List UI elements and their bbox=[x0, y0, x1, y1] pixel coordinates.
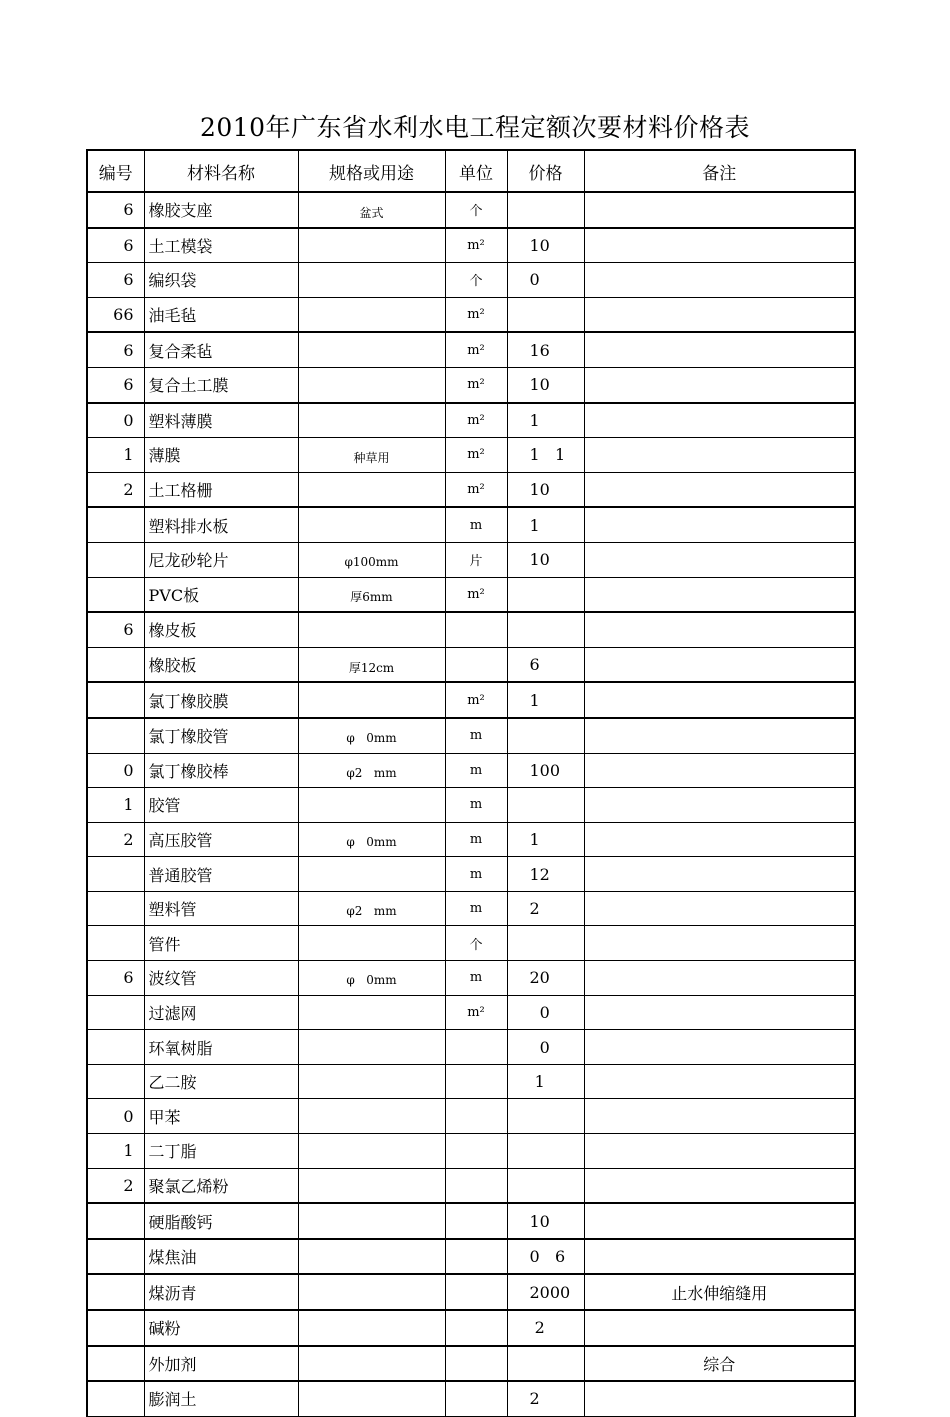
table-row bbox=[87, 1310, 855, 1346]
cell-spec: 厚12cm bbox=[298, 647, 445, 682]
cell-unit: m bbox=[445, 718, 507, 753]
cell-unit bbox=[445, 1346, 507, 1382]
cell-note: 综合 bbox=[584, 1346, 855, 1382]
table-row bbox=[87, 718, 855, 753]
table-row bbox=[87, 542, 855, 577]
table-row bbox=[87, 228, 855, 263]
cell-note bbox=[584, 995, 855, 1030]
cell-note bbox=[584, 228, 855, 263]
cell-spec: φ2 mm bbox=[298, 753, 445, 788]
cell-unit: m² bbox=[445, 995, 507, 1030]
cell-unit: 片 bbox=[445, 542, 507, 577]
cell-unit bbox=[445, 1310, 507, 1346]
cell-no bbox=[87, 542, 144, 577]
cell-price: 1 bbox=[507, 403, 584, 438]
cell-no: 2 bbox=[87, 822, 144, 857]
cell-spec bbox=[298, 612, 445, 647]
cell-unit bbox=[445, 1274, 507, 1310]
cell-unit: m² bbox=[445, 577, 507, 612]
cell-spec bbox=[298, 472, 445, 507]
cell-no bbox=[87, 857, 144, 892]
cell-no bbox=[87, 1203, 144, 1239]
cell-note bbox=[584, 1134, 855, 1169]
cell-unit: 个 bbox=[445, 263, 507, 298]
cell-unit bbox=[445, 1030, 507, 1065]
table-header-row bbox=[87, 150, 855, 192]
cell-price: 10 bbox=[507, 542, 584, 577]
cell-unit: m bbox=[445, 961, 507, 996]
cell-note bbox=[584, 1239, 855, 1275]
cell-spec bbox=[298, 788, 445, 823]
cell-unit bbox=[445, 1203, 507, 1239]
table-row bbox=[87, 1239, 855, 1275]
cell-note bbox=[584, 1381, 855, 1416]
table-row bbox=[87, 1274, 855, 1310]
cell-name: 硬脂酸钙 bbox=[144, 1203, 298, 1239]
cell-price bbox=[507, 926, 584, 961]
cell-price bbox=[507, 297, 584, 332]
table-row bbox=[87, 647, 855, 682]
cell-no: 6 bbox=[87, 612, 144, 647]
cell-name: 煤沥青 bbox=[144, 1274, 298, 1310]
cell-name: 塑料管 bbox=[144, 891, 298, 926]
cell-name: 复合柔毡 bbox=[144, 332, 298, 367]
table-row bbox=[87, 1381, 855, 1416]
cell-spec bbox=[298, 1381, 445, 1416]
cell-price: 10 bbox=[507, 228, 584, 263]
cell-note bbox=[584, 788, 855, 823]
cell-unit: m² bbox=[445, 682, 507, 718]
cell-note bbox=[584, 647, 855, 682]
cell-no: 6 bbox=[87, 228, 144, 263]
cell-unit: m² bbox=[445, 297, 507, 332]
cell-spec: φ 0mm bbox=[298, 961, 445, 996]
cell-no: 66 bbox=[87, 297, 144, 332]
cell-spec bbox=[298, 332, 445, 367]
cell-name: 高压胶管 bbox=[144, 822, 298, 857]
cell-name: 橡胶板 bbox=[144, 647, 298, 682]
cell-unit: m bbox=[445, 857, 507, 892]
cell-name: 膨润土 bbox=[144, 1381, 298, 1416]
cell-note bbox=[584, 1064, 855, 1099]
cell-unit bbox=[445, 1381, 507, 1416]
table-row bbox=[87, 507, 855, 542]
table-row bbox=[87, 612, 855, 647]
cell-unit: m² bbox=[445, 228, 507, 263]
cell-price: 10 bbox=[507, 367, 584, 402]
cell-price: 2 bbox=[507, 1310, 584, 1346]
cell-name: 氯丁橡胶膜 bbox=[144, 682, 298, 718]
column-header-price: 价格 bbox=[507, 150, 584, 192]
cell-no bbox=[87, 647, 144, 682]
cell-price bbox=[507, 1099, 584, 1134]
cell-spec bbox=[298, 263, 445, 298]
cell-price: 1 bbox=[507, 682, 584, 718]
cell-spec bbox=[298, 1239, 445, 1275]
cell-price: 1 bbox=[507, 1064, 584, 1099]
cell-price: 6 bbox=[507, 647, 584, 682]
cell-name: 过滤网 bbox=[144, 995, 298, 1030]
cell-spec bbox=[298, 1310, 445, 1346]
cell-no: 0 bbox=[87, 403, 144, 438]
cell-unit: 个 bbox=[445, 926, 507, 961]
cell-unit: m² bbox=[445, 472, 507, 507]
column-header-spec: 规格或用途 bbox=[298, 150, 445, 192]
cell-name: 土工格栅 bbox=[144, 472, 298, 507]
cell-note bbox=[584, 403, 855, 438]
table-row bbox=[87, 367, 855, 402]
cell-price bbox=[507, 718, 584, 753]
cell-note bbox=[584, 961, 855, 996]
table-row bbox=[87, 263, 855, 298]
cell-no bbox=[87, 926, 144, 961]
cell-price: 1 bbox=[507, 822, 584, 857]
cell-name: 塑料薄膜 bbox=[144, 403, 298, 438]
cell-price: 12 bbox=[507, 857, 584, 892]
cell-name: 橡胶支座 bbox=[144, 192, 298, 228]
cell-note bbox=[584, 857, 855, 892]
cell-price: 2 bbox=[507, 891, 584, 926]
cell-unit: m² bbox=[445, 403, 507, 438]
cell-note bbox=[584, 1203, 855, 1239]
cell-name: 聚氯乙烯粉 bbox=[144, 1168, 298, 1203]
cell-spec bbox=[298, 403, 445, 438]
cell-spec: φ 0mm bbox=[298, 718, 445, 753]
cell-no: 1 bbox=[87, 788, 144, 823]
cell-note bbox=[584, 718, 855, 753]
cell-name: 胶管 bbox=[144, 788, 298, 823]
cell-spec bbox=[298, 857, 445, 892]
table-row bbox=[87, 891, 855, 926]
table-row bbox=[87, 403, 855, 438]
cell-name: 薄膜 bbox=[144, 438, 298, 473]
cell-name: 二丁脂 bbox=[144, 1134, 298, 1169]
cell-price bbox=[507, 1134, 584, 1169]
cell-unit: m bbox=[445, 822, 507, 857]
cell-spec bbox=[298, 1274, 445, 1310]
cell-unit: m² bbox=[445, 332, 507, 367]
cell-name: 编织袋 bbox=[144, 263, 298, 298]
cell-name: 氯丁橡胶管 bbox=[144, 718, 298, 753]
cell-price: 0 bbox=[507, 1030, 584, 1065]
cell-no: 6 bbox=[87, 192, 144, 228]
cell-no bbox=[87, 1310, 144, 1346]
cell-no bbox=[87, 995, 144, 1030]
cell-spec: 厚6mm bbox=[298, 577, 445, 612]
cell-name: 管件 bbox=[144, 926, 298, 961]
materials-table bbox=[86, 149, 856, 1417]
cell-price: 100 bbox=[507, 753, 584, 788]
cell-no bbox=[87, 1239, 144, 1275]
cell-no: 2 bbox=[87, 1168, 144, 1203]
cell-spec bbox=[298, 507, 445, 542]
cell-note: 止水伸缩缝用 bbox=[584, 1274, 855, 1310]
cell-price: 0 6 bbox=[507, 1239, 584, 1275]
cell-no bbox=[87, 507, 144, 542]
table-row bbox=[87, 857, 855, 892]
cell-name: 环氧树脂 bbox=[144, 1030, 298, 1065]
cell-no bbox=[87, 1274, 144, 1310]
page-title: 2010年广东省水利水电工程定额次要材料价格表 bbox=[199, 113, 751, 142]
cell-spec bbox=[298, 228, 445, 263]
cell-note bbox=[584, 577, 855, 612]
table-row bbox=[87, 472, 855, 507]
cell-note bbox=[584, 1030, 855, 1065]
cell-unit bbox=[445, 1099, 507, 1134]
cell-no bbox=[87, 1064, 144, 1099]
cell-note bbox=[584, 542, 855, 577]
cell-note bbox=[584, 438, 855, 473]
cell-unit bbox=[445, 1239, 507, 1275]
cell-note bbox=[584, 612, 855, 647]
table-row bbox=[87, 1099, 855, 1134]
table-row bbox=[87, 926, 855, 961]
table-row bbox=[87, 297, 855, 332]
cell-no: 6 bbox=[87, 332, 144, 367]
cell-no bbox=[87, 577, 144, 612]
cell-no bbox=[87, 718, 144, 753]
cell-price bbox=[507, 612, 584, 647]
cell-name: 土工模袋 bbox=[144, 228, 298, 263]
cell-spec: 盆式 bbox=[298, 192, 445, 228]
column-header-no: 编号 bbox=[87, 150, 144, 192]
table-row bbox=[87, 1030, 855, 1065]
table-row bbox=[87, 822, 855, 857]
cell-note bbox=[584, 753, 855, 788]
cell-price bbox=[507, 1346, 584, 1382]
cell-unit: m bbox=[445, 753, 507, 788]
cell-no: 6 bbox=[87, 961, 144, 996]
cell-unit bbox=[445, 1134, 507, 1169]
cell-name: 甲苯 bbox=[144, 1099, 298, 1134]
cell-price: 1 1 bbox=[507, 438, 584, 473]
cell-name: 氯丁橡胶棒 bbox=[144, 753, 298, 788]
cell-unit: m bbox=[445, 891, 507, 926]
cell-spec bbox=[298, 1203, 445, 1239]
cell-price: 2000 bbox=[507, 1274, 584, 1310]
cell-spec bbox=[298, 682, 445, 718]
cell-note bbox=[584, 332, 855, 367]
cell-spec bbox=[298, 1064, 445, 1099]
cell-note bbox=[584, 926, 855, 961]
cell-note bbox=[584, 472, 855, 507]
cell-no bbox=[87, 891, 144, 926]
cell-spec bbox=[298, 995, 445, 1030]
cell-note bbox=[584, 297, 855, 332]
cell-no: 0 bbox=[87, 753, 144, 788]
cell-spec bbox=[298, 1099, 445, 1134]
cell-price: 10 bbox=[507, 1203, 584, 1239]
cell-price: 0 bbox=[507, 995, 584, 1030]
cell-spec: φ100mm bbox=[298, 542, 445, 577]
cell-spec bbox=[298, 297, 445, 332]
cell-note bbox=[584, 822, 855, 857]
cell-note bbox=[584, 1310, 855, 1346]
table-row bbox=[87, 753, 855, 788]
table-row bbox=[87, 1134, 855, 1169]
cell-name: 碱粉 bbox=[144, 1310, 298, 1346]
cell-price: 2 bbox=[507, 1381, 584, 1416]
column-header-unit: 单位 bbox=[445, 150, 507, 192]
table-row bbox=[87, 1168, 855, 1203]
cell-price: 20 bbox=[507, 961, 584, 996]
cell-spec bbox=[298, 367, 445, 402]
cell-name: 橡皮板 bbox=[144, 612, 298, 647]
table-row bbox=[87, 332, 855, 367]
cell-note bbox=[584, 367, 855, 402]
cell-note bbox=[584, 507, 855, 542]
cell-spec bbox=[298, 1168, 445, 1203]
cell-price: 10 bbox=[507, 472, 584, 507]
table-row bbox=[87, 788, 855, 823]
cell-unit bbox=[445, 1064, 507, 1099]
cell-note bbox=[584, 1099, 855, 1134]
cell-unit bbox=[445, 1168, 507, 1203]
cell-name: 煤焦油 bbox=[144, 1239, 298, 1275]
cell-name: PVC板 bbox=[144, 577, 298, 612]
column-header-name: 材料名称 bbox=[144, 150, 298, 192]
cell-price: 1 bbox=[507, 507, 584, 542]
cell-note bbox=[584, 891, 855, 926]
cell-spec bbox=[298, 1030, 445, 1065]
cell-price: 0 bbox=[507, 263, 584, 298]
table-row bbox=[87, 682, 855, 718]
cell-price bbox=[507, 1168, 584, 1203]
cell-unit bbox=[445, 612, 507, 647]
table-row bbox=[87, 961, 855, 996]
cell-spec: φ 0mm bbox=[298, 822, 445, 857]
cell-name: 乙二胺 bbox=[144, 1064, 298, 1099]
cell-no: 6 bbox=[87, 367, 144, 402]
cell-name: 油毛毡 bbox=[144, 297, 298, 332]
cell-unit bbox=[445, 647, 507, 682]
cell-no bbox=[87, 682, 144, 718]
table-row bbox=[87, 577, 855, 612]
cell-note bbox=[584, 263, 855, 298]
table-row bbox=[87, 995, 855, 1030]
cell-no: 6 bbox=[87, 263, 144, 298]
cell-price bbox=[507, 788, 584, 823]
cell-price bbox=[507, 192, 584, 228]
cell-name: 尼龙砂轮片 bbox=[144, 542, 298, 577]
cell-no bbox=[87, 1346, 144, 1382]
cell-name: 普通胶管 bbox=[144, 857, 298, 892]
cell-no bbox=[87, 1381, 144, 1416]
cell-no: 0 bbox=[87, 1099, 144, 1134]
cell-no bbox=[87, 1030, 144, 1065]
cell-price bbox=[507, 577, 584, 612]
cell-spec: φ2 mm bbox=[298, 891, 445, 926]
cell-no: 1 bbox=[87, 438, 144, 473]
cell-name: 外加剂 bbox=[144, 1346, 298, 1382]
table-row bbox=[87, 1064, 855, 1099]
cell-no: 2 bbox=[87, 472, 144, 507]
cell-note bbox=[584, 682, 855, 718]
table-row bbox=[87, 192, 855, 228]
cell-name: 塑料排水板 bbox=[144, 507, 298, 542]
cell-spec: 种草用 bbox=[298, 438, 445, 473]
cell-note bbox=[584, 1168, 855, 1203]
cell-price: 16 bbox=[507, 332, 584, 367]
materials-table-body bbox=[87, 150, 855, 1416]
table-row bbox=[87, 1346, 855, 1382]
cell-no: 1 bbox=[87, 1134, 144, 1169]
column-header-note: 备注 bbox=[584, 150, 855, 192]
table-row bbox=[87, 438, 855, 473]
cell-name: 复合土工膜 bbox=[144, 367, 298, 402]
cell-unit: m² bbox=[445, 367, 507, 402]
cell-unit: 个 bbox=[445, 192, 507, 228]
cell-spec bbox=[298, 1134, 445, 1169]
cell-unit: m bbox=[445, 788, 507, 823]
table-row bbox=[87, 1203, 855, 1239]
cell-unit: m bbox=[445, 507, 507, 542]
cell-note bbox=[584, 192, 855, 228]
cell-spec bbox=[298, 926, 445, 961]
cell-unit: m² bbox=[445, 438, 507, 473]
cell-name: 波纹管 bbox=[144, 961, 298, 996]
cell-spec bbox=[298, 1346, 445, 1382]
